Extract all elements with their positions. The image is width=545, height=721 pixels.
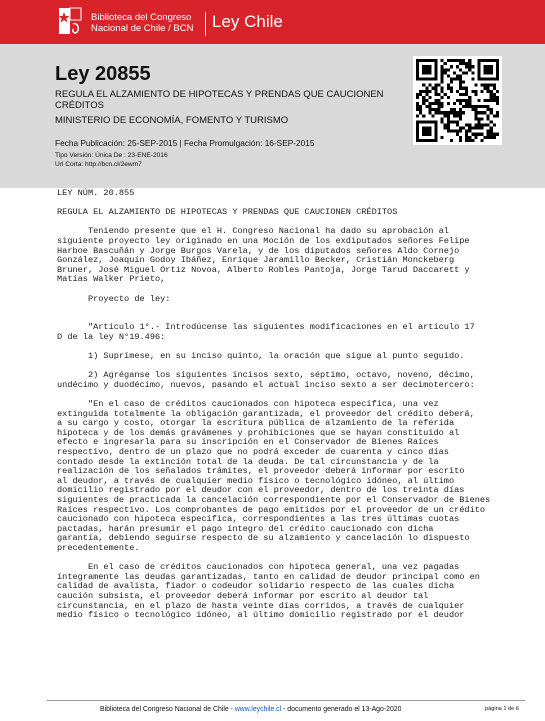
body-line: siguiente proyecto ley originado en una Moción de los exdiputados señores Felipe: [57, 235, 470, 246]
law-body-text: [57, 189, 519, 621]
body-line: Raíces respectivo. Los comprobantes de pago emitidos por el proveedor de un crédito: [57, 504, 486, 515]
body-line: extinguida totalmente la obligación garantizada, el proveedor del crédito deberá,: [57, 408, 475, 419]
body-line: Teniendo presente que el H. Congreso Nacional ha dado su aprobación al: [57, 226, 449, 237]
law-title: Ley 20855: [55, 63, 151, 85]
body-line: precedentemente.: [57, 542, 140, 553]
body-line: siguientes de practicada la cancelación correspondiente por el Conservador de Bienes: [57, 495, 491, 505]
body-line: 2) Agréganse los siguientes incisos sexto, séptimo, octavo, noveno, décimo,: [57, 370, 475, 381]
qr-code-icon: [413, 56, 502, 145]
ministry-name: MINISTERIO DE ECONOMÍA, FOMENTO Y TURISMO: [55, 115, 289, 126]
footer-suffix: - documento generado el 13-Ago-2020: [281, 706, 402, 713]
body-line: González, Joaquín Godoy Ibáñez, Enrique Jaramillo Becker, Cristián Monckeberg: [57, 255, 455, 266]
body-line: Harboe Bascuñán y Jorge Burgos Varela, y de los diputados señores Aldo Cornejo: [57, 245, 460, 256]
footer-divider: [47, 700, 525, 701]
page-number: página 1 de 6: [485, 706, 519, 712]
body-line: undécimo y duodécimo, nuevos, pasando el actual inciso sexto a ser decimotercero:: [57, 379, 475, 390]
institution-name: [91, 13, 193, 34]
footer-link[interactable]: www.leychile.cl: [234, 706, 282, 713]
body-line: garantía, debiendo seguirse respecto de su alzamiento y cancelación lo dispuesto: [57, 533, 470, 544]
body-line: al deudor, a través de cualquier medio físico o tecnológico idóneo, al último: [57, 475, 455, 486]
body-line: domicilio registrado por el deudor con el proveedor, dentro de los treinta días: [57, 485, 465, 496]
body-line: pactadas, harán presumir el pago íntegro del crédito caucionado con dicha: [57, 523, 434, 534]
body-line: Proyecto de ley:: [57, 293, 171, 304]
site-header: [0, 0, 545, 44]
body-line: realización de los señalados trámites, el proveedor deberá informar por escrito: [57, 466, 465, 477]
short-url[interactable]: Url Corta: http://bcn.cl/2ewm7: [55, 161, 142, 168]
body-line: [57, 304, 519, 314]
body-line: calidad de avalista, fiador o codeudor solidario respecto de las cuales dicha: [57, 581, 455, 592]
body-line: "En el caso de créditos caucionados con hipoteca específica, una vez: [57, 399, 439, 410]
footer: [100, 706, 401, 713]
brand-divider: [205, 12, 206, 36]
congress-logo-icon: [55, 4, 85, 38]
body-line: efecto e ingresarla para su inscripción en el Conservador de Bienes Raíces: [57, 437, 439, 448]
body-line: "Artículo 1°.- Introdúcense las siguientes modificaciones en el artículo 17: [57, 322, 475, 333]
body-line: circunstancia, en el plazo de hasta veinte días corridos, a través de cualquier: [57, 600, 465, 611]
publication-dates: Fecha Publicación: 25-SEP-2015 | Fecha Promulgación: 16-SEP-2015: [55, 138, 315, 148]
body-line: En el caso de créditos caucionados con hipoteca general, una vez pagadas: [57, 562, 460, 573]
body-line: íntegramente las deudas garantizadas, tanto en calidad de deudor principal como en: [57, 571, 480, 582]
body-line: medio físico o tecnológico idóneo, al último domicilio registrado por el deudor: [57, 610, 465, 621]
body-line: caución subsista, el proveedor deberá informar por escrito al deudor tal: [57, 590, 429, 601]
body-line: Matías Walker Prieto,: [57, 274, 166, 285]
body-line: LEY NÚM. 20.855: [57, 188, 135, 198]
body-line: respectivo, dentro de un plazo que no podrá exceder de cuarenta y cinco días: [57, 447, 449, 458]
body-line: Bruner, José Miguel Ortiz Novoa, Alberto Robles Pantoja, Jorge Tarud Daccarett y: [57, 264, 470, 275]
body-line: 1) Suprímese, en su inciso quinto, la oración que sigue al punto seguido.: [57, 351, 465, 362]
brand-name: Ley Chile: [212, 12, 283, 31]
footer-prefix: Biblioteca del Congreso Nacional de Chile -: [100, 706, 235, 713]
body-line: contado desde la extinción total de la deuda. De tal circunstancia y de la: [57, 456, 439, 467]
body-line: D de la ley N°19.496:: [57, 331, 166, 342]
body-line: a su cargo y costo, otorgar la escritura pública de alzamiento de la referida: [57, 418, 455, 429]
body-line: caucionado con hipoteca específica, correspondientes a las tres últimas cuotas: [57, 514, 460, 525]
version-type: Tipo Versión: Única De : 23-ENE-2016: [55, 152, 168, 159]
institution-line-2: Nacional de Chile / BCN: [91, 22, 194, 34]
law-subtitle: REGULA EL ALZAMIENTO DE HIPOTECAS Y PRENDAS QUE CAUCIONEN CRÉDITOS: [55, 89, 384, 111]
institution-line-1: Biblioteca del Congreso: [91, 12, 192, 23]
body-line: hipoteca y de los demás gravámenes y prohibiciones que se hayan constituido al: [57, 427, 460, 438]
body-line: REGULA EL ALZAMIENTO DE HIPOTECAS Y PRENDAS QUE CAUCIONEN CRÉDITOS: [57, 207, 398, 218]
law-banner: [0, 44, 545, 188]
